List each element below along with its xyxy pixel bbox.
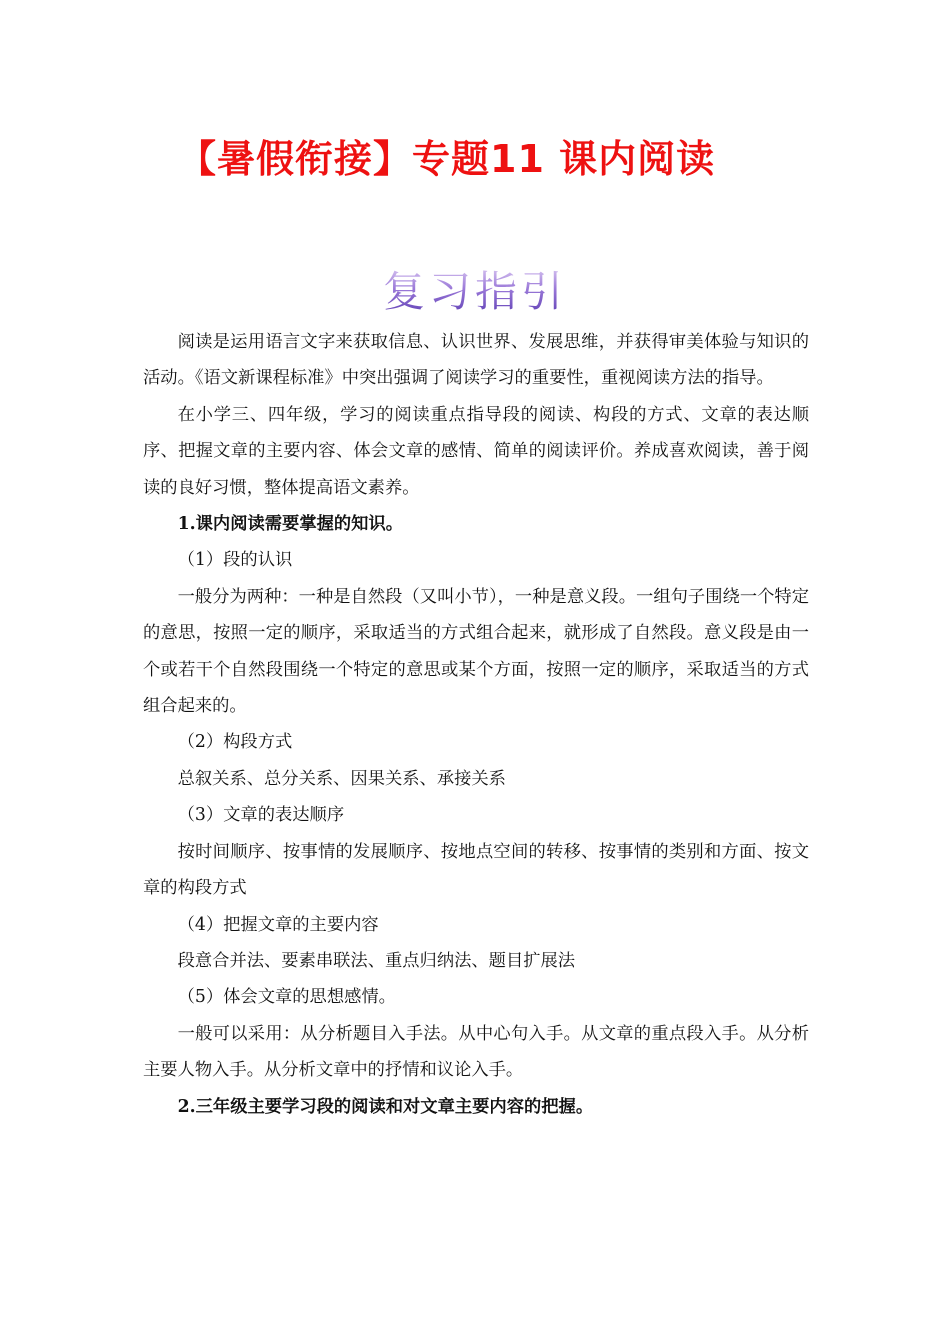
document-title: 【暑假衔接】专题11 课内阅读 bbox=[178, 137, 716, 181]
section-heading bbox=[0, 262, 950, 322]
section-heading-text: 复习指引 bbox=[382, 267, 567, 316]
item-heading: （5）体会文章的思想感情。 bbox=[177, 987, 396, 1008]
paragraph-text: 一般可以采用：从分析题目入手法。从中心句入手。从文章的重点段入手。从分析主要人物入手。从分析文章中的抒情和议论入手。 bbox=[143, 1023, 809, 1081]
document-body bbox=[143, 324, 809, 1125]
paragraph-grade-focus: 在小学三、四年级，学习的阅读重点指导段的阅读、构段的方式、文章的表达顺序、把握文章的主要内容、体会文章的感情、简单的阅读评价。养成喜欢阅读，善于阅读的良好习惯，整体提高语文素养。 bbox=[143, 404, 809, 498]
paragraph-text: 段意合并法、要素串联法、重点归纳法、题目扩展法 bbox=[177, 950, 576, 971]
paragraph-text: 一般分为两种：一种是自然段（又叫小节），一种是意义段。一组句子围绕一个特定的意思，按照一定的顺序，采取适当的方式组合起来，就形成了自然段。意义段是由一个或若干个自然段围绕一个特定的意思或某个方面，按照一定的顺序，采取适当的方式组合起来的。 bbox=[143, 586, 809, 717]
item-heading: （4）把握文章的主要内容 bbox=[177, 914, 379, 935]
subheading-1: 1.课内阅读需要掌握的知识。 bbox=[177, 514, 404, 535]
paragraph-text: 按时间顺序、按事情的发展顺序、按地点空间的转移、按事情的类别和方面、按文章的构段方式 bbox=[143, 841, 809, 899]
paragraph-intro: 阅读是运用语言文字来获取信息、认识世界、发展思维，并获得审美体验与知识的活动。《语文新课程标准》中突出强调了阅读学习的重要性，重视阅读方法的指导。 bbox=[143, 332, 809, 389]
paragraph-text: 总叙关系、总分关系、因果关系、承接关系 bbox=[177, 768, 506, 789]
item-heading: （1）段的认识 bbox=[177, 550, 293, 571]
subheading-2: 2.三年级主要学习段的阅读和对文章主要内容的把握。 bbox=[177, 1096, 594, 1117]
item-heading: （3）文章的表达顺序 bbox=[177, 805, 345, 826]
item-heading: （2）构段方式 bbox=[177, 732, 293, 753]
